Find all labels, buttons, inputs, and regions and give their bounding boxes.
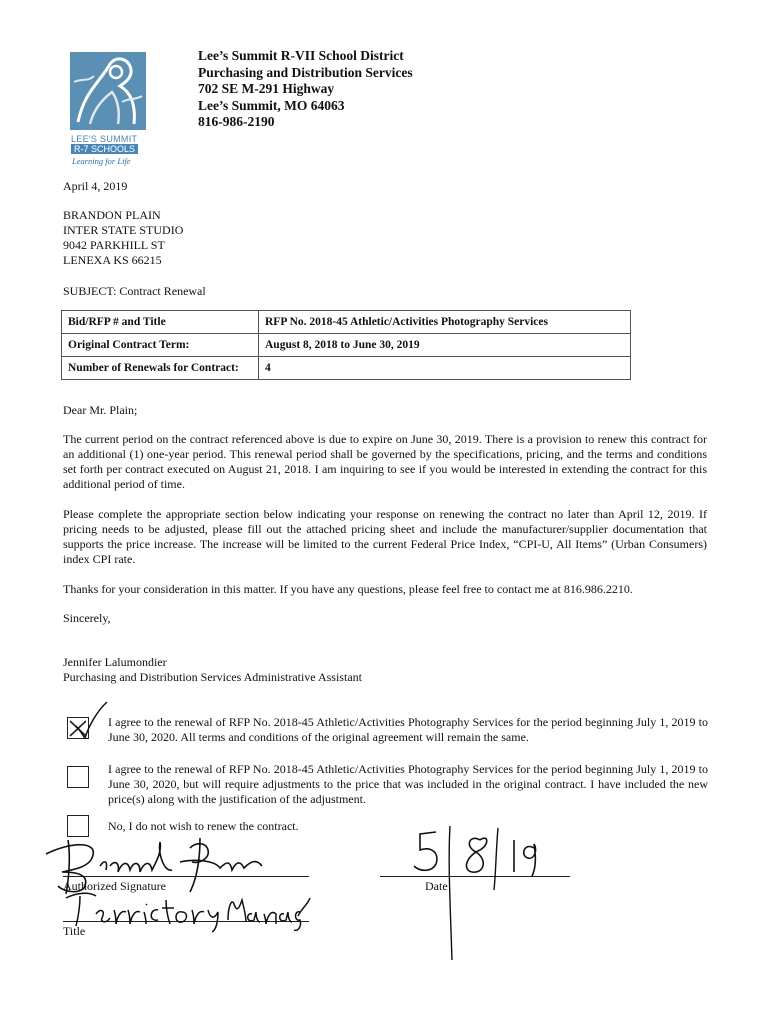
recipient-company: INTER STATE STUDIO	[63, 223, 184, 237]
letterhead	[198, 48, 413, 131]
option-adjust-text: I agree to the renewal of RFP No. 2018-45 Athletic/Activities Photography Services for the period beginning July 1, 2019 to June 30, 2020, but will require adjustments to the price that was included in the original contract. I have included the new price(s) along with the justification of the adjustment.	[108, 762, 708, 806]
table-row	[62, 334, 631, 357]
logo-mark	[70, 52, 146, 130]
table-label: Bid/RFP # and Title	[62, 311, 259, 334]
signer-name: Jennifer Lalumondier	[63, 655, 167, 669]
handwritten-title	[62, 886, 312, 934]
subject-line: SUBJECT: Contract Renewal	[63, 284, 206, 298]
table-value: 4	[259, 357, 631, 380]
recipient-address	[63, 208, 183, 268]
handwritten-check-icon	[74, 700, 108, 740]
option-decline-text: No, I do not wish to renew the contract.	[108, 819, 299, 833]
handwritten-date	[410, 820, 570, 970]
letter-date: April 4, 2019	[63, 179, 128, 193]
recipient-name: BRANDON PLAIN	[63, 208, 161, 222]
recipient-street: 9042 PARKHILL ST	[63, 238, 165, 252]
paragraph-instructions: Please complete the appropriate section below indicating your response on renewing the contract no later than April 12, 2019. If pricing needs to be adjusted, please fill out the attached pricing sheet and include the manufacturer/supplier documentation that supports the price increase. The increase will be limited to the current Federal Price Index, “CPI-U, All Items” (Urban Consumers) index CPI rate.	[63, 507, 707, 566]
option-agree-text: I agree to the renewal of RFP No. 2018-45 Athletic/Activities Photography Services for the period beginning July 1, 2019 to June 30, 2020. All terms and conditions of the original agreement will remain the same.	[108, 715, 708, 744]
table-value: August 8, 2018 to June 30, 2019	[259, 334, 631, 357]
logo-line-1: LEE'S SUMMIT	[71, 134, 138, 144]
closing: Sincerely,	[63, 611, 111, 625]
agree-with-adjustment-checkbox[interactable]	[67, 766, 89, 788]
table-row	[62, 311, 631, 334]
title-label: Title	[63, 924, 86, 938]
signer-title: Purchasing and Distribution Services Administrative Assistant	[63, 670, 362, 684]
table-row	[62, 357, 631, 380]
paragraph-thanks: Thanks for your consideration in this matter. If you have any questions, please feel free to contact me at 816.986.2210.	[63, 582, 633, 596]
paragraph-expiry: The current period on the contract referenced above is due to expire on June 30, 2019. There is a provision to renew this contract for an additional (1) one-year period. This renewal period shall be governed by the specifications, pricing, and the terms and conditions set forth per contract executed on August 21, 2018. I am inquiring to see if you would be interested in extending the contract for this additional period of time.	[63, 432, 707, 491]
district-logo	[70, 52, 152, 170]
contract-info-table	[61, 310, 631, 380]
logo-line-2: R-7 SCHOOLS	[71, 144, 138, 154]
table-label: Original Contract Term:	[62, 334, 259, 357]
recipient-city: LENEXA KS 66215	[63, 253, 162, 267]
date-label: Date	[425, 879, 448, 893]
letterhead-org: Lee’s Summit R-VII School District	[198, 48, 404, 63]
signature-label: Authorized Signature	[63, 879, 166, 893]
table-label: Number of Renewals for Contract:	[62, 357, 259, 380]
letterhead-dept: Purchasing and Distribution Services	[198, 64, 413, 80]
table-value: RFP No. 2018-45 Athletic/Activities Photography Services	[259, 311, 631, 334]
salutation: Dear Mr. Plain;	[63, 403, 138, 417]
letterhead-street: 702 SE M-291 Highway	[198, 81, 335, 96]
logo-tagline: Learning for Life	[72, 156, 131, 166]
letterhead-city: Lee’s Summit, MO 64063	[198, 97, 345, 113]
letterhead-phone: 816-986-2190	[198, 114, 275, 129]
